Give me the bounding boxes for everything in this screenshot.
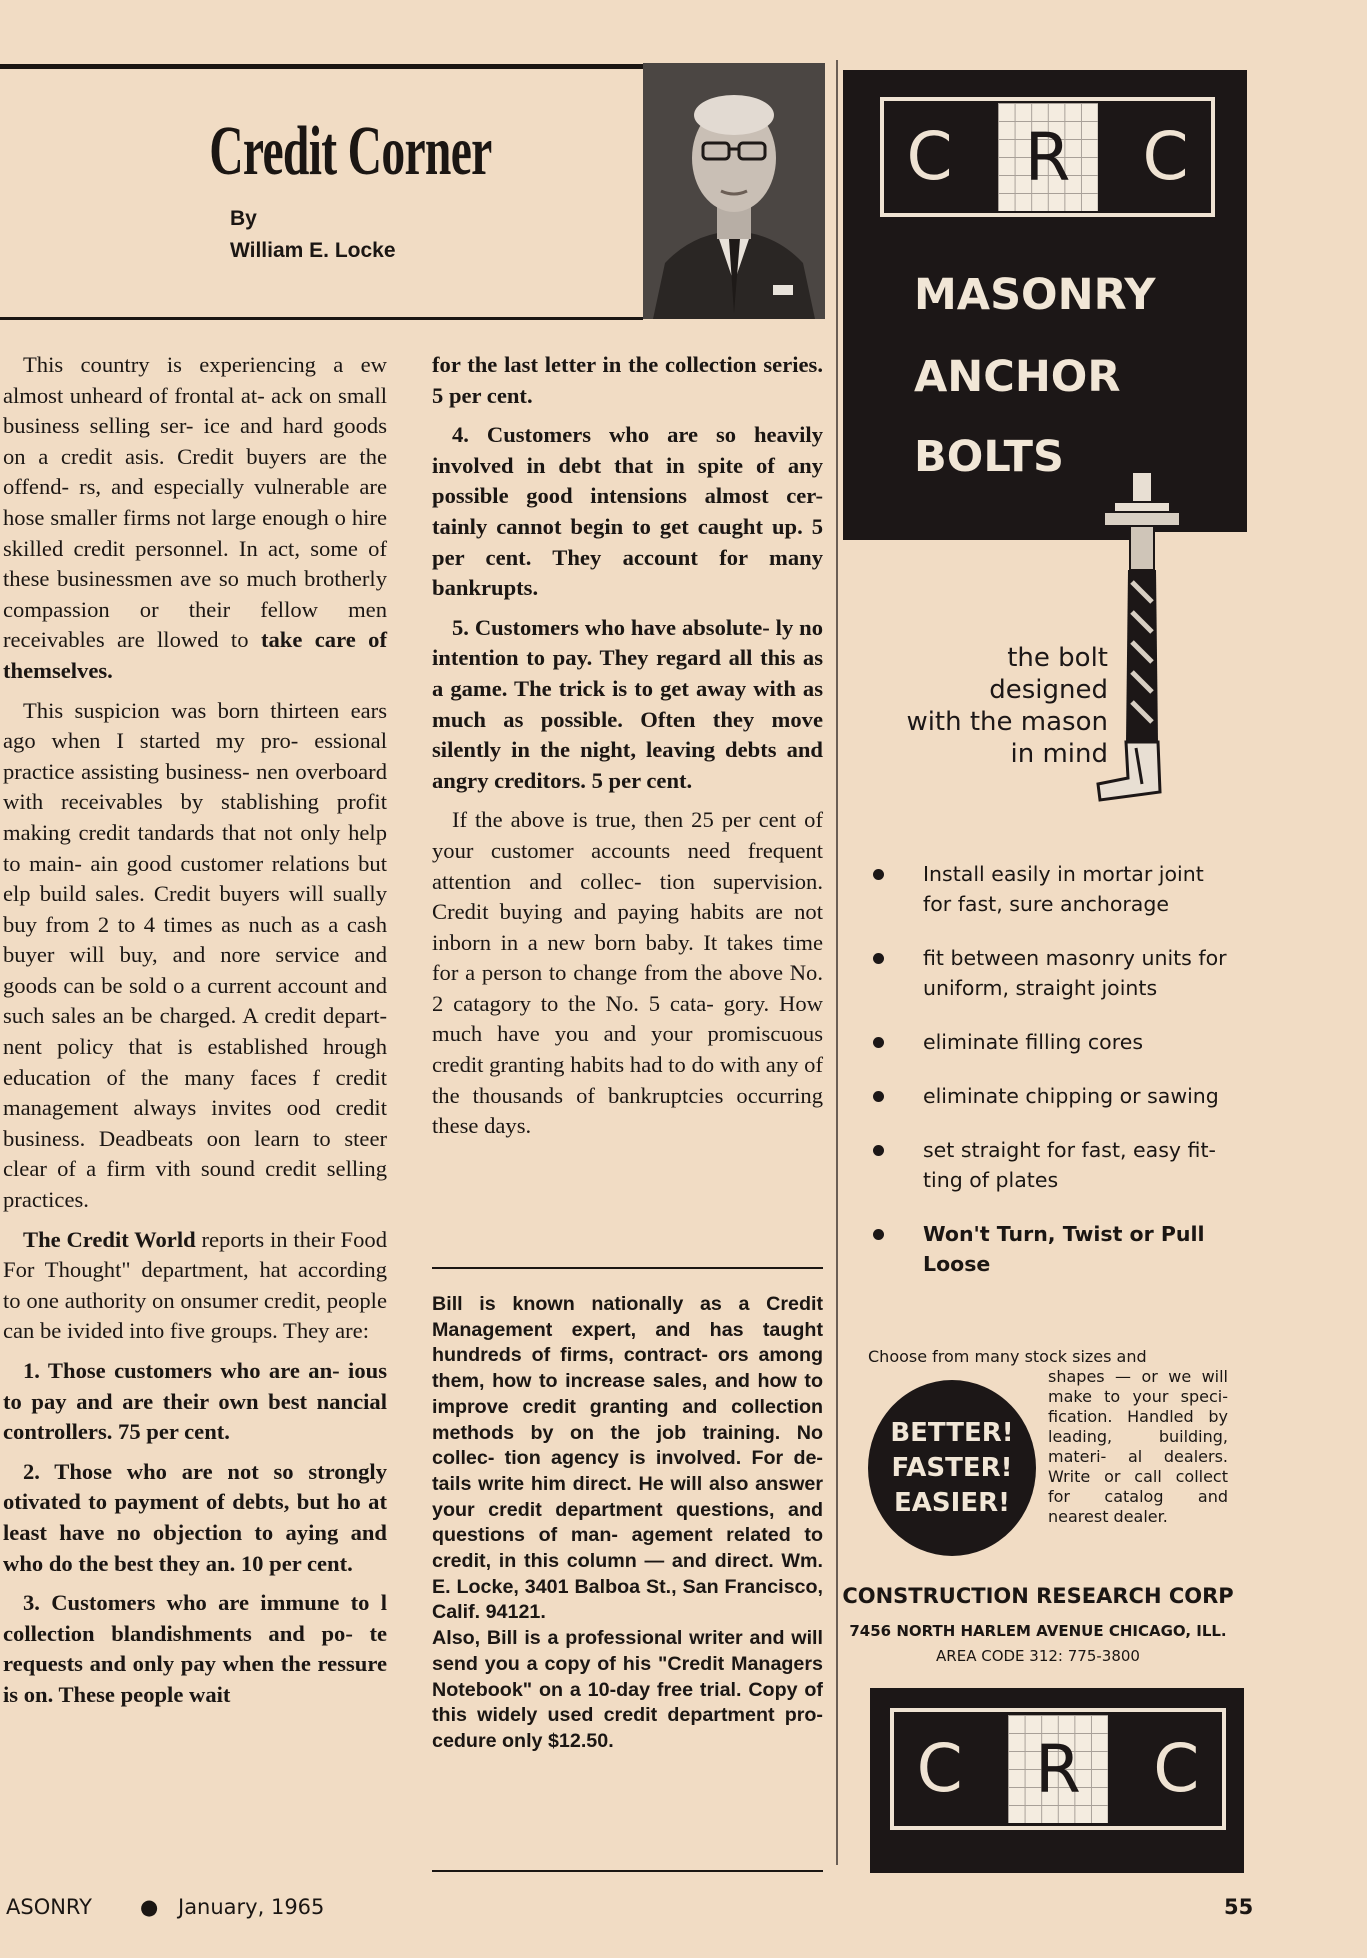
ad-headline-3: BOLTS [914,432,1064,482]
col1-group-1: 1. Those customers who are an- ious to pay and are their own best nancial controllers. 75 per cent. [3,1358,387,1445]
credit-world-name: The Credit World [23,1226,196,1252]
byline-author: William E. Locke [230,239,396,262]
logo-letter-c1: C [916,1730,963,1807]
page-number: 55 [1224,1895,1254,1919]
logo-letter-c2: C [1142,118,1189,195]
feature-item: Won't Turn, Twist or Pull Loose [868,1219,1233,1279]
bio-paragraph-2: Also, Bill is a professional writer and will send you a copy of his "Credit Managers Notebook" on a 10-day free trial. Copy of this widely used credit department pro- cedure only $12.50. [432,1627,823,1752]
author-portrait-image [643,63,825,319]
ad-tagline [880,642,1108,770]
better-faster-easier-badge [868,1380,1036,1556]
col1-group-3: 3. Customers who are immune to l collection blandishments and po- te requests and only pay when the ressure is on. These people wait [3,1590,387,1707]
company-info [838,1580,1238,1668]
badge-line-2: FASTER! [891,1452,1013,1483]
company-phone: AREA CODE 312: 775-3800 [936,1647,1140,1665]
author-photo [643,63,825,319]
feature-list [868,859,1233,1303]
logo-letter-c2: C [1153,1730,1200,1807]
footer-magazine: ASONRY [6,1895,93,1919]
col2-paragraph-1: for the last letter in the collection series. 5 per cent. [432,352,823,408]
col1-paragraph-2: This suspicion was born thirteen ears ago when I started my pro- essional practice assisting business- nen overboard with receivables by stablishing profit making credit tandards that not only help to main- ain good customer relations but elp build sales. Credit buyers will sually buy from 2 to 4 times as nuch as a cash buyer will buy, and nore service and goods can be sold o a current account and such sales an be charged. A credit depart- nent policy that is established hrough education of the many faces f credit management always invites ood credit business. Deadbeats oon learn to steer clear of a firm vith sound credit selling practices. [3,697,387,1213]
ad-headline-2: ANCHOR [914,352,1121,402]
feature-item: fit between masonry units for uniform, straight joints [868,943,1233,1003]
bio-paragraph-1: Bill is known nationally as a Credit Management expert, and has taught hundreds of firms, contract- ors among them, how to increase sales, and how to improve credit granting and collection methods by on the job training. No collec- tion agency is involved. For de- tails write him direct. He will also answer your credit department questions, and questions of man- agement related to credit, in this column — and direct. Wm. E. Locke, 3401 Balboa St., San Francisco, Calif. 94121. [432,1293,823,1624]
logo-letter-r: R [1008,1715,1108,1823]
feature-item: eliminate filling cores [868,1027,1233,1057]
col2-group-5: 5. Customers who have absolute- ly no intention to pay. They regard all this as a game. The trick is to get away with as much as possible. Often they move silently in the night, leaving debts and angry creditors. 5 per cent. [432,614,823,793]
byline [230,203,396,267]
tagline-line-4: in mind [1010,739,1108,769]
logo-letter-c1: C [906,118,953,195]
choose-lead: Choose from many stock sizes and [868,1347,1147,1366]
col1-paragraph-1 [3,350,387,687]
article-column-1 [3,350,387,1720]
badge-line-3: EASIER! [894,1487,1010,1518]
tagline-line-3: with the mason [906,707,1108,737]
col1-group-2: 2. Those who are not so strongly otivated to payment of debts, but ho at least have no objection to aying and who do the best they an. 10 per cent. [3,1458,387,1576]
col2-group-4: 4. Customers who are so heavily involved in debt that in spite of any possible good intensions almost cer- tainly cannot begin to get caught up. 5 per cent. They account for many bankrupts. [432,422,823,601]
footer-date: January, 1965 [178,1895,325,1919]
logo-letter-r: R [998,103,1098,211]
bio-rule-top [432,1267,823,1269]
header-rule-bottom [0,317,643,320]
article-column-2 [432,350,823,1151]
col1-p3-text: reports in their Food For Thought" department, hat according to one authority on onsumer credit, people can be ivided into five groups. They are: [3,1226,387,1344]
tagline-line-1: the bolt [1007,643,1108,673]
col1-paragraph-3 [3,1225,387,1347]
badge-line-1: BETTER! [890,1417,1014,1448]
feature-item: Install easily in mortar joint for fast, sure anchorage [868,859,1233,919]
article-title: Credit Corner [209,113,492,190]
col2-paragraph-4: If the above is true, then 25 per cent of your customer accounts need frequent attention and collec- tion supervision. Credit buying and paying habits are not inborn in a new born baby. It takes time for a person to change from the above No. 2 catagory to the No. 5 cata- gory. How much have you and your promiscuous credit granting habits had to do with any of the thousands of bankruptcies occurring these days. [432,807,823,1139]
crc-logo-top [880,97,1215,217]
choose-details: shapes — or we will make to your speci- fication. Handled by leading, building, materi- al dealers. Write or call collect for catalog and nearest dealer. [1048,1367,1228,1526]
bio-rule-bottom [432,1870,823,1872]
byline-by: By [230,207,257,230]
crc-logo-bottom [890,1708,1226,1830]
feature-item: eliminate chipping or sawing [868,1081,1233,1111]
feature-item: set straight for fast, easy fit- ting of plates [868,1135,1233,1195]
footer-bullet-icon: ● [140,1895,159,1919]
header-rule-top [0,64,643,69]
author-bio [432,1292,823,1755]
ad-headline-1: MASONRY [914,270,1156,320]
company-address: 7456 NORTH HARLEM AVENUE CHICAGO, ILL. [849,1622,1227,1640]
company-name: CONSTRUCTION RESEARCH CORP [842,1584,1234,1608]
col1-p1-emphasis: take care of themselves. [3,627,387,683]
tagline-line-2: designed [989,675,1108,705]
col1-p1-text: This country is experiencing a ew almost unheard of frontal at- ack on small business selling ser- ice and hard goods on a credit asis. Credit buyers are the offend- rs, and especially vulnerable are hose smaller firms not large enough o hire skilled credit personnel. In act, some of these businessmen ave so much brotherly compassion or their fellow men receivables are llowed to [3,352,387,653]
